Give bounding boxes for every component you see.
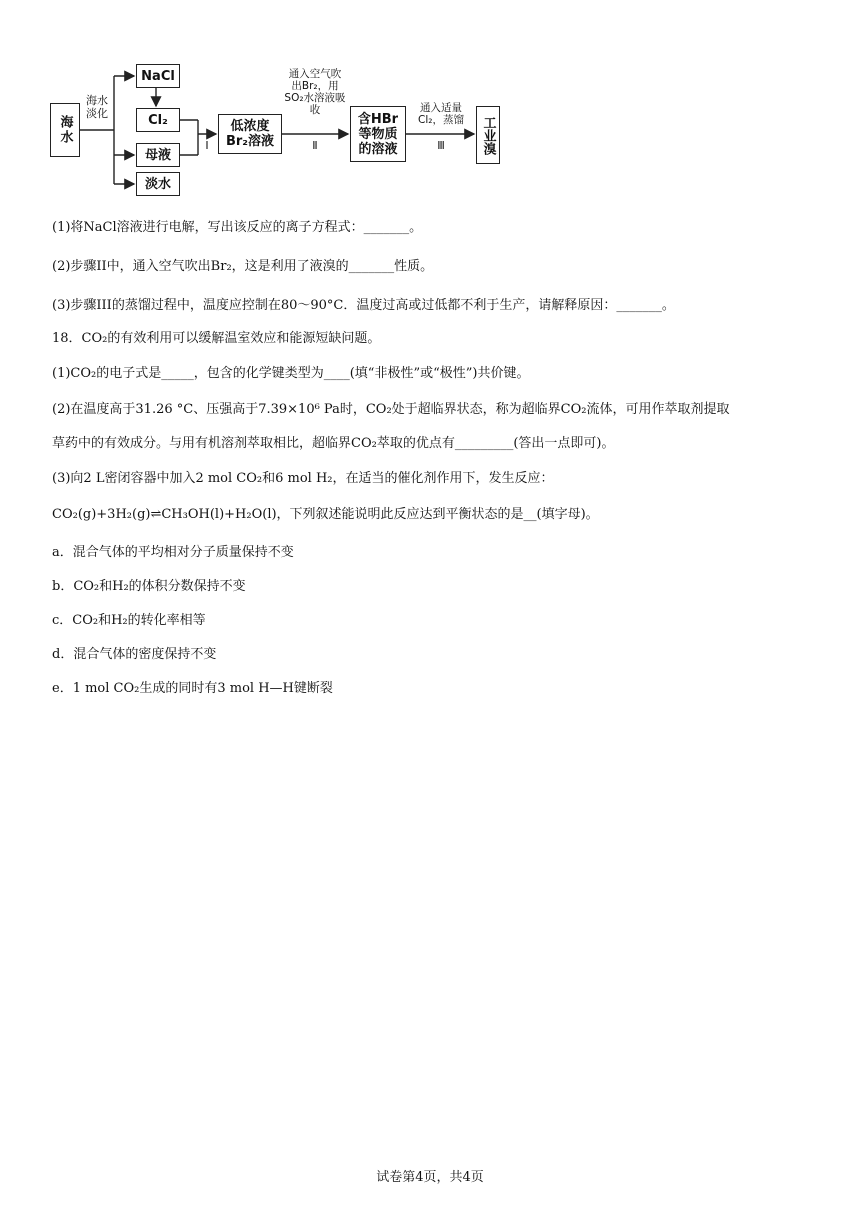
step3-text: 通入适量Cl₂，蒸馏 [418, 102, 464, 126]
q18-part3-line2: CO₂(g)+3H₂(g)⇌CH₃OH(l)+H₂O(l)，下列叙述能说明此反应达到平衡状态的是__(填字母)。 [52, 507, 599, 522]
nacl-box: NaCl [136, 64, 180, 88]
option-a: a．混合气体的平均相对分子质量保持不变 [52, 545, 294, 560]
hbr-solution-box: 含HBr等物质的溶液 [350, 106, 406, 162]
option-e: e．1 mol CO₂生成的同时有3 mol H—H键断裂 [52, 681, 333, 696]
q18-title: 18．CO₂的有效利用可以缓解温室效应和能源短缺问题。 [52, 331, 381, 346]
mother-liquor-box: 母液 [136, 143, 180, 167]
option-b: b．CO₂和H₂的体积分数保持不变 [52, 579, 246, 594]
q18-part2-line1: (2)在温度高于31.26 °C、压强高于7.39×10⁶ Pa时，CO₂处于超临界状态，称为超临界CO₂流体，可用作萃取剂提取 [52, 402, 730, 417]
q17-part3: (3)步骤III的蒸馏过程中，温度应控制在80～90°C．温度过高或过低都不利于生产，请解释原因：_______。 [52, 298, 675, 313]
desalination-label: 海水淡化 [86, 94, 108, 120]
option-c: c．CO₂和H₂的转化率相等 [52, 613, 206, 628]
q18-part1: (1)CO₂的电子式是_____，包含的化学键类型为____(填“非极性”或“极性”)共价键。 [52, 366, 530, 381]
cl2-box: Cl₂ [136, 108, 180, 132]
q18-part3-line1: (3)向2 L密闭容器中加入2 mol CO₂和6 mol H₂，在适当的催化剂作用下，发生反应： [52, 471, 554, 486]
q18-part2-line2: 草药中的有效成分。与用有机溶剂萃取相比，超临界CO₂萃取的优点有_________(答出一点即可)。 [52, 436, 615, 451]
seawater-label: 海水 [57, 115, 73, 145]
q17-part2: (2)步骤II中，通入空气吹出Br₂，这是利用了液溴的_______性质。 [52, 259, 434, 274]
step2-text: 通入空气吹出Br₂，用SO₂水溶液吸收 [284, 68, 346, 116]
page-footer: 试卷第4页，共4页 [376, 1170, 484, 1185]
step3-label: Ⅲ [437, 139, 445, 152]
seawater-box [50, 103, 80, 157]
option-d: d．混合气体的密度保持不变 [52, 647, 217, 662]
q17-part1: (1)将NaCl溶液进行电解，写出该反应的离子方程式：_______。 [52, 220, 423, 235]
industrial-bromine-box: 工业溴 [476, 106, 500, 164]
step2-label: Ⅱ [312, 139, 318, 152]
fresh-water-box: 淡水 [136, 172, 180, 196]
bromine-process-diagram [40, 58, 520, 208]
low-br2-box: 低浓度Br₂溶液 [218, 114, 282, 154]
step1-label: Ⅰ [205, 139, 209, 152]
